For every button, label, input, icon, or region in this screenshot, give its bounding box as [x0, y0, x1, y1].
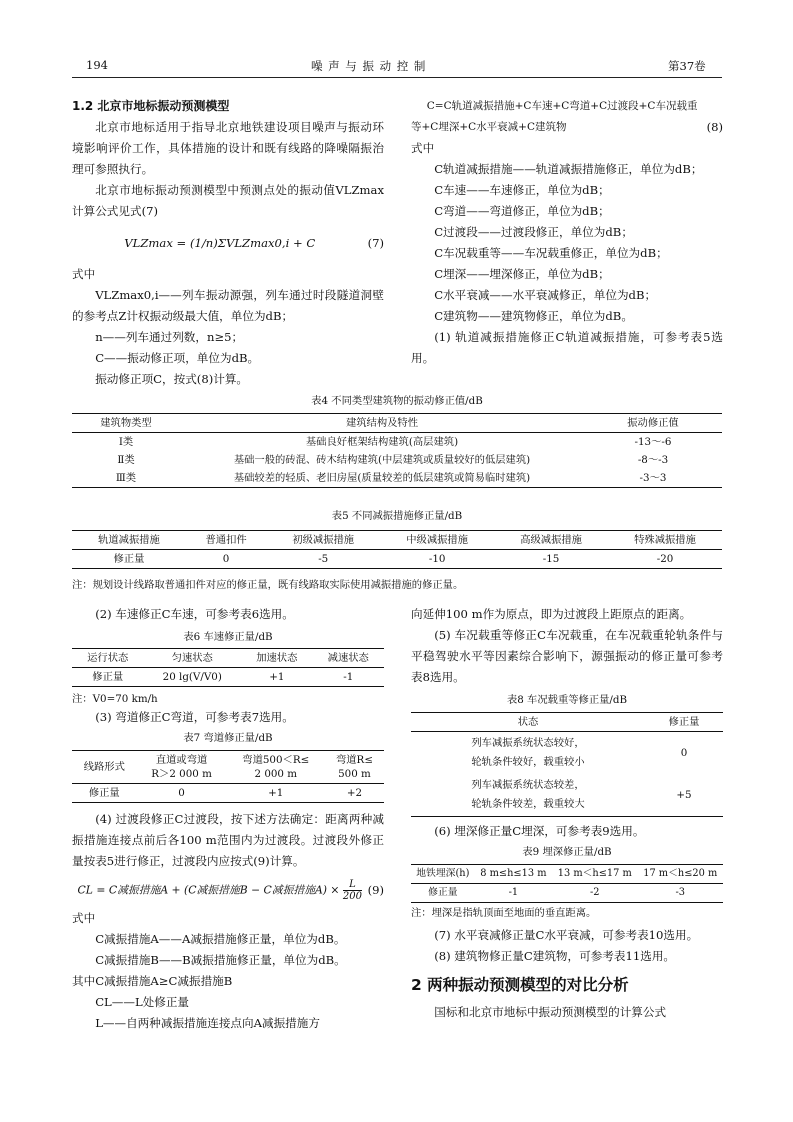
header-rule — [72, 77, 722, 78]
table8-header: 修正量 — [645, 713, 723, 732]
table9-header: 8 m≤h≤13 m — [475, 865, 552, 884]
definition: C车况载重等——车况载重修正，单位为dB； — [434, 246, 668, 260]
table-row — [72, 784, 384, 803]
table9-header: 17 m＜h≤20 m — [638, 865, 724, 884]
table7-header: 线路形式 — [72, 751, 137, 784]
table7-header — [137, 751, 227, 784]
paragraph: 国标和北京市地标中振动预测模型的计算公式 — [434, 1005, 667, 1019]
table7-header-line: R＞2 000 m — [151, 768, 212, 780]
table7 — [72, 750, 384, 803]
table-cell: Ⅱ类 — [117, 454, 135, 466]
table5-header: 初级减振措施 — [266, 531, 380, 550]
table-row — [72, 451, 722, 469]
section-heading-2: 2 两种振动预测模型的对比分析 — [411, 976, 629, 994]
table-cell: 0 — [222, 553, 230, 565]
table-cell — [411, 774, 645, 817]
table-cell: 基础较差的轻质、老旧房屋(质量较差的低层建筑或简易临时建筑) — [233, 472, 531, 484]
table-cell: Ⅰ类 — [118, 436, 134, 448]
where-label: 式中 — [72, 911, 96, 925]
table-row — [72, 469, 722, 488]
table-cell — [411, 732, 645, 775]
table5-header: 轨道减振措施 — [72, 531, 186, 550]
table-row — [411, 884, 723, 903]
table-row — [72, 433, 722, 452]
left-column-bottom — [72, 604, 384, 1034]
paragraph: (6) 埋深修正量C埋深，可参考表9选用。 — [434, 824, 645, 838]
table6-header: 减速状态 — [313, 649, 384, 668]
definition: C过渡段——过渡段修正，单位为dB； — [434, 225, 633, 239]
table-cell: 基础良好框架结构建筑(高层建筑) — [305, 436, 459, 448]
equation-body — [72, 879, 368, 902]
equation-body: VLZmax = (1/n)ΣVLZmax0,i + C — [124, 235, 316, 250]
table9-header: 地铁埋深(h) — [411, 865, 475, 884]
right-column-top — [411, 96, 723, 369]
table-cell: -10 — [428, 553, 446, 565]
table6-caption: 表6 车速修正量/dB — [183, 631, 273, 643]
fraction-numerator: L — [343, 879, 362, 891]
table4-caption: 表4 不同类型建筑物的振动修正值/dB — [311, 395, 483, 407]
definition: C减振措施A——A减振措施修正量，单位为dB。 — [95, 932, 346, 946]
equation-fraction — [343, 879, 362, 902]
table-cell: +5 — [676, 789, 692, 801]
equation-8 — [411, 96, 723, 138]
table8 — [411, 712, 723, 817]
table6-header: 加速状态 — [241, 649, 312, 668]
where-label: 式中 — [72, 267, 96, 281]
table-row — [72, 550, 722, 569]
table-cell: -20 — [656, 553, 674, 565]
definition: VLZmax0,i——列车振动源强，列车通过时段隧道洞壁的参考点Z计权振动级最大值，单位为dB； — [72, 288, 384, 323]
table6-header: 运行状态 — [72, 649, 143, 668]
table-cell: -1 — [508, 887, 519, 898]
table6-header: 匀速状态 — [143, 649, 241, 668]
table7-caption: 表7 弯道修正量/dB — [183, 732, 273, 744]
paragraph: (4) 过渡段修正C过渡段，按下述方法确定：距离两种减振措施连接点前后各100 m范围内为过渡段。过渡段外修正量按表5进行修正，过渡段内应按式(9)计算。 — [72, 812, 384, 868]
table-row — [411, 732, 723, 775]
table-row — [411, 774, 723, 817]
table-cell: 修正量 — [88, 787, 120, 799]
page-number: 194 — [86, 58, 108, 72]
paragraph: (3) 弯道修正C弯道，可参考表7选用。 — [95, 710, 294, 724]
table4 — [72, 413, 722, 488]
table-cell: -15 — [542, 553, 560, 565]
definition: C埋深——埋深修正，单位为dB； — [434, 267, 610, 281]
table-cell: 20 lg(V/V0) — [162, 671, 222, 683]
definition: n——列车通过列数，n≥5； — [95, 330, 244, 344]
fraction-denominator: 200 — [342, 890, 363, 902]
table5 — [72, 530, 722, 569]
definition: C——振动修正项，单位为dB。 — [95, 351, 260, 365]
definition: C弯道——弯道修正，单位为dB； — [434, 204, 610, 218]
table7-header — [227, 751, 325, 784]
equation-number: (8) — [706, 120, 723, 134]
cell-line: 列车减振系统状态较差， — [471, 779, 585, 791]
table9-note: 注：埋深是指轨顶面至地面的垂直距离。 — [411, 907, 597, 919]
table7-header-line: 弯道R≤ — [335, 754, 373, 766]
equation-body: C=C轨道减振措施+C车速+C弯道+C过渡段+C车况载重等+C埋深+C水平衰减+C建筑物 — [411, 100, 698, 133]
table8-header: 状态 — [411, 713, 645, 732]
table9-header: 13 m＜h≤17 m — [552, 865, 637, 884]
table5-header: 中级减振措施 — [380, 531, 494, 550]
definition: C轨道减振措施——轨道减振措施修正，单位为dB； — [434, 162, 703, 176]
cell-line: 轮轨条件较好，载重较小 — [471, 756, 585, 768]
definition: C水平衰减——水平衰减修正，单位为dB； — [434, 288, 657, 302]
table4-header: 振动修正值 — [584, 414, 722, 433]
paragraph: 北京市地标适用于指导北京地铁建设项目噪声与振动环境影响评价工作，具体措施的设计和既有线路的降噪隔振治理可参照执行。 — [72, 120, 384, 176]
paragraph: (5) 车况载重等修正C车况载重，在车况载重轮轨条件与平稳驾驶水平等因素综合影响下，源强振动的修正量可参考表8选用。 — [411, 628, 723, 684]
table7-header — [325, 751, 384, 784]
equation-number: (7) — [367, 235, 384, 250]
table-cell: +1 — [268, 787, 284, 799]
table5-header: 高级减振措施 — [494, 531, 608, 550]
right-column-bottom — [411, 604, 723, 1023]
paragraph: 向延伸100 m作为原点，即为过渡段上距原点的距离。 — [411, 607, 692, 621]
table6-note: 注：V0=70 km/h — [72, 693, 158, 705]
table-cell: 修正量 — [92, 671, 124, 683]
definition: 其中C减振措施A≥C减振措施B — [72, 974, 233, 988]
journal-title: 噪 声 与 振 动 控 制 — [311, 59, 427, 73]
table5-caption: 表5 不同减振措施修正量/dB — [331, 510, 463, 522]
table6 — [72, 648, 384, 687]
table-cell: 修正量 — [428, 887, 458, 898]
equation-7 — [72, 222, 384, 264]
definition: CL——L处修正量 — [95, 995, 190, 1009]
definition: L——自两种减振措施连接点向A减振措施方 — [95, 1016, 320, 1030]
table4-header: 建筑结构及特性 — [180, 414, 584, 433]
volume-label: 第37卷 — [668, 59, 706, 73]
paragraph: (1) 轨道减振措施修正C轨道减振措施，可参考表5选用。 — [411, 330, 723, 365]
table9 — [411, 864, 723, 903]
definition: C车速——车速修正，单位为dB； — [434, 183, 610, 197]
equation-9 — [72, 872, 384, 908]
table-cell: Ⅲ类 — [115, 472, 137, 484]
table7-header-line: 500 m — [338, 768, 371, 780]
paragraph: 北京市地标振动预测模型中预测点处的振动值VLZmax计算公式见式(7) — [72, 183, 384, 218]
definition: C减振措施B——B减振措施修正量，单位为dB。 — [95, 953, 346, 967]
table5-header: 普通扣件 — [186, 531, 266, 550]
table5-header: 特殊减振措施 — [608, 531, 722, 550]
table-cell: +1 — [269, 671, 285, 683]
paragraph: (2) 车速修正C车速，可参考表6选用。 — [95, 607, 294, 621]
table-cell: 修正量 — [113, 553, 145, 565]
paragraph: 振动修正项C，按式(8)计算。 — [95, 372, 249, 386]
table-cell: 0 — [178, 787, 185, 799]
table7-header-line: 2 000 m — [254, 768, 298, 780]
equation-number: (9) — [367, 882, 384, 897]
table-cell: 0 — [680, 747, 688, 759]
table-cell: -8～-3 — [637, 454, 669, 466]
paragraph: (8) 建筑物修正量C建筑物，可参考表11选用。 — [434, 949, 676, 963]
equation-lhs: CL = C减振措施A + (C减振措施B − C减振措施A) × — [77, 883, 340, 896]
paragraph: (7) 水平衰减修正量C水平衰减，可参考表10选用。 — [434, 928, 699, 942]
table-cell: -5 — [318, 553, 329, 565]
table-row — [72, 668, 384, 687]
table5-note: 注：规划设计线路取普通扣件对应的修正量，既有线路取实际使用减振措施的修正量。 — [72, 579, 464, 591]
table-cell: -2 — [589, 887, 600, 898]
table-cell: -3～3 — [639, 472, 667, 484]
cell-line: 轮轨条件较差，载重较大 — [471, 798, 585, 810]
table-cell: 基础一般的砖混、砖木结构建筑(中层建筑或质量较好的低层建筑) — [233, 454, 531, 466]
table-cell: -3 — [675, 887, 686, 898]
left-column-top — [72, 96, 384, 390]
table9-caption: 表9 埋深修正量/dB — [522, 846, 612, 858]
table4-header: 建筑物类型 — [72, 414, 180, 433]
section-heading-1-2: 1.2 北京市地标振动预测模型 — [72, 99, 230, 113]
where-label: 式中 — [411, 141, 435, 155]
table-cell: -1 — [343, 671, 354, 683]
table8-caption: 表8 车况载重等修正量/dB — [506, 694, 628, 706]
table-cell: +2 — [346, 787, 363, 799]
table7-header-line: 直道或弯道 — [155, 754, 208, 766]
table7-header-line: 弯道500＜R≤ — [242, 754, 310, 766]
definition: C建筑物——建筑物修正，单位为dB。 — [434, 309, 633, 323]
cell-line: 列车减振系统状态较好， — [471, 737, 585, 749]
table-cell: -13～-6 — [634, 436, 672, 448]
